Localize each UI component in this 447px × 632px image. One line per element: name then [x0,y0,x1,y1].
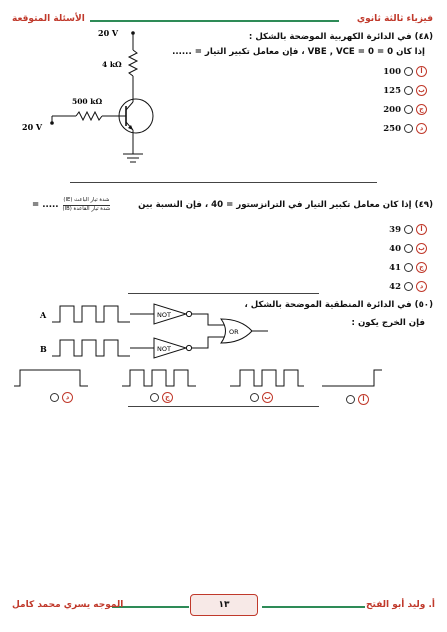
q48-text1: في الدائرة الكهربية الموضحة بالشكل : [248,32,412,42]
q49-option-b-value: 40 [389,243,401,254]
q49-option-a[interactable] [389,224,427,235]
input-a-label: A [40,310,47,320]
radio-icon[interactable] [404,225,413,234]
q49-text1: إذا كان معامل تكبير التيار في الترانزستور = 40 ، فإن النسبة بين [138,200,412,210]
q48-line1 [249,32,433,42]
q48-option-a-letter: أ [416,66,427,77]
q48-line2: إذا كان 0 = VBE , VCE = 0 ، فإن معامل تكبير التيار = ...... [172,47,425,57]
radio-icon[interactable] [250,393,259,402]
q48-option-d-letter: د [416,123,427,134]
circuit-vc-label: 20 V [98,28,119,38]
footer-name-right: الموجه يسري محمد كامل [12,600,124,610]
circuit-vb-label: 20 V [22,122,43,132]
resistor-rc [129,50,137,76]
separator-3 [128,406,319,407]
q50-option-b[interactable] [250,392,273,403]
header-rule [90,20,339,22]
q49-frac-bottom: شدة تيار القاعدة (IB) [62,206,111,213]
not-gate-b-label: NOT [157,345,171,353]
not-gate-b-bubble [186,345,191,350]
q49-text [138,200,433,210]
q48-option-a[interactable] [383,66,427,77]
q50-option-a[interactable] [346,394,369,405]
q48-option-b-letter: ب [416,85,427,96]
input-a-wave [52,306,130,322]
q49-option-d-value: 42 [389,281,401,292]
q48-number: (٤٨) [414,32,433,42]
radio-icon[interactable] [404,86,413,95]
transistor-collector-lead [126,102,133,110]
radio-icon[interactable] [404,282,413,291]
footer-page-number: ١٣ [218,600,230,610]
q49-tail: = ..... [32,199,59,210]
q50-option-d-letter: د [62,392,73,403]
q50-option-b-letter: ب [262,392,273,403]
radio-icon[interactable] [404,263,413,272]
footer-name-left: أ. وليد أبو الفتح [366,600,435,610]
radio-icon[interactable] [150,393,159,402]
or-gate-label: OR [229,328,239,336]
not-gate-a-label: NOT [157,311,171,319]
resistor-rb [76,112,102,120]
q49-option-c-value: 41 [389,262,401,273]
q49-option-c[interactable] [389,262,427,273]
q49-option-c-letter: ج [416,262,427,273]
q49-option-a-letter: أ [416,224,427,235]
waveform-option-b [230,370,304,386]
circuit-rb-label: 500 kΩ [72,97,103,106]
q50-option-c[interactable] [150,392,173,403]
q49-option-b-letter: ب [416,243,427,254]
header-title-right: فيزياء ثالثة ثانوي [356,14,433,24]
circuit-rc-label: 4 kΩ [102,60,122,69]
q50-option-a-letter: أ [358,394,369,405]
q48-option-c-letter: ج [416,104,427,115]
q49-option-b[interactable] [389,243,427,254]
q50-logic-circuit [38,294,278,366]
q50-text1: في الدائرة المنطقية الموضحة بالشكل ، [244,300,412,310]
q49-number: (٤٩) [414,200,433,210]
radio-icon[interactable] [346,395,355,404]
waveform-option-a [322,370,382,386]
input-b-label: B [40,344,47,354]
q49-fraction [63,197,111,213]
waveform-option-d [14,370,88,386]
q48-option-b-value: 125 [383,85,401,96]
q48-option-c[interactable] [383,104,427,115]
footer-rule-left [112,606,189,608]
not-gate-a-bubble [186,311,191,316]
radio-icon[interactable] [404,105,413,114]
q50-option-d[interactable] [50,392,73,403]
separator-1 [70,182,377,183]
radio-icon[interactable] [404,244,413,253]
footer-page-tab [190,594,258,616]
q49-option-d[interactable] [389,281,427,292]
radio-icon[interactable] [404,67,413,76]
q50-option-c-letter: ج [162,392,173,403]
radio-icon[interactable] [50,393,59,402]
q49-frac-top: شدة تيار الباعث (IE) [63,197,110,203]
footer-rule-right [262,606,365,608]
q48-option-b[interactable] [383,85,427,96]
q49-option-d-letter: د [416,281,427,292]
q50-line2: فإن الخرج يكون : [351,318,425,328]
header-title-left: الأسئلة المتوقعة [12,14,85,24]
q48-option-c-value: 200 [383,104,401,115]
q48-options [383,66,427,134]
wire-not-a-or [192,314,224,325]
q49-fraction-group [32,197,110,213]
q48-circuit [10,26,180,176]
q49-option-a-value: 39 [389,224,401,235]
q48-option-d-value: 250 [383,123,401,134]
q48-option-d[interactable] [383,123,427,134]
wire-not-b-or [192,337,224,348]
fraction-bar [63,205,111,206]
vb-terminal [50,121,54,125]
q49-options [389,224,427,292]
q50-number: (٥٠) [414,300,433,310]
q48-option-a-value: 100 [383,66,401,77]
waveform-option-c [122,370,196,386]
input-b-wave [52,340,130,356]
q50-answer-waveforms [10,362,410,390]
radio-icon[interactable] [404,124,413,133]
